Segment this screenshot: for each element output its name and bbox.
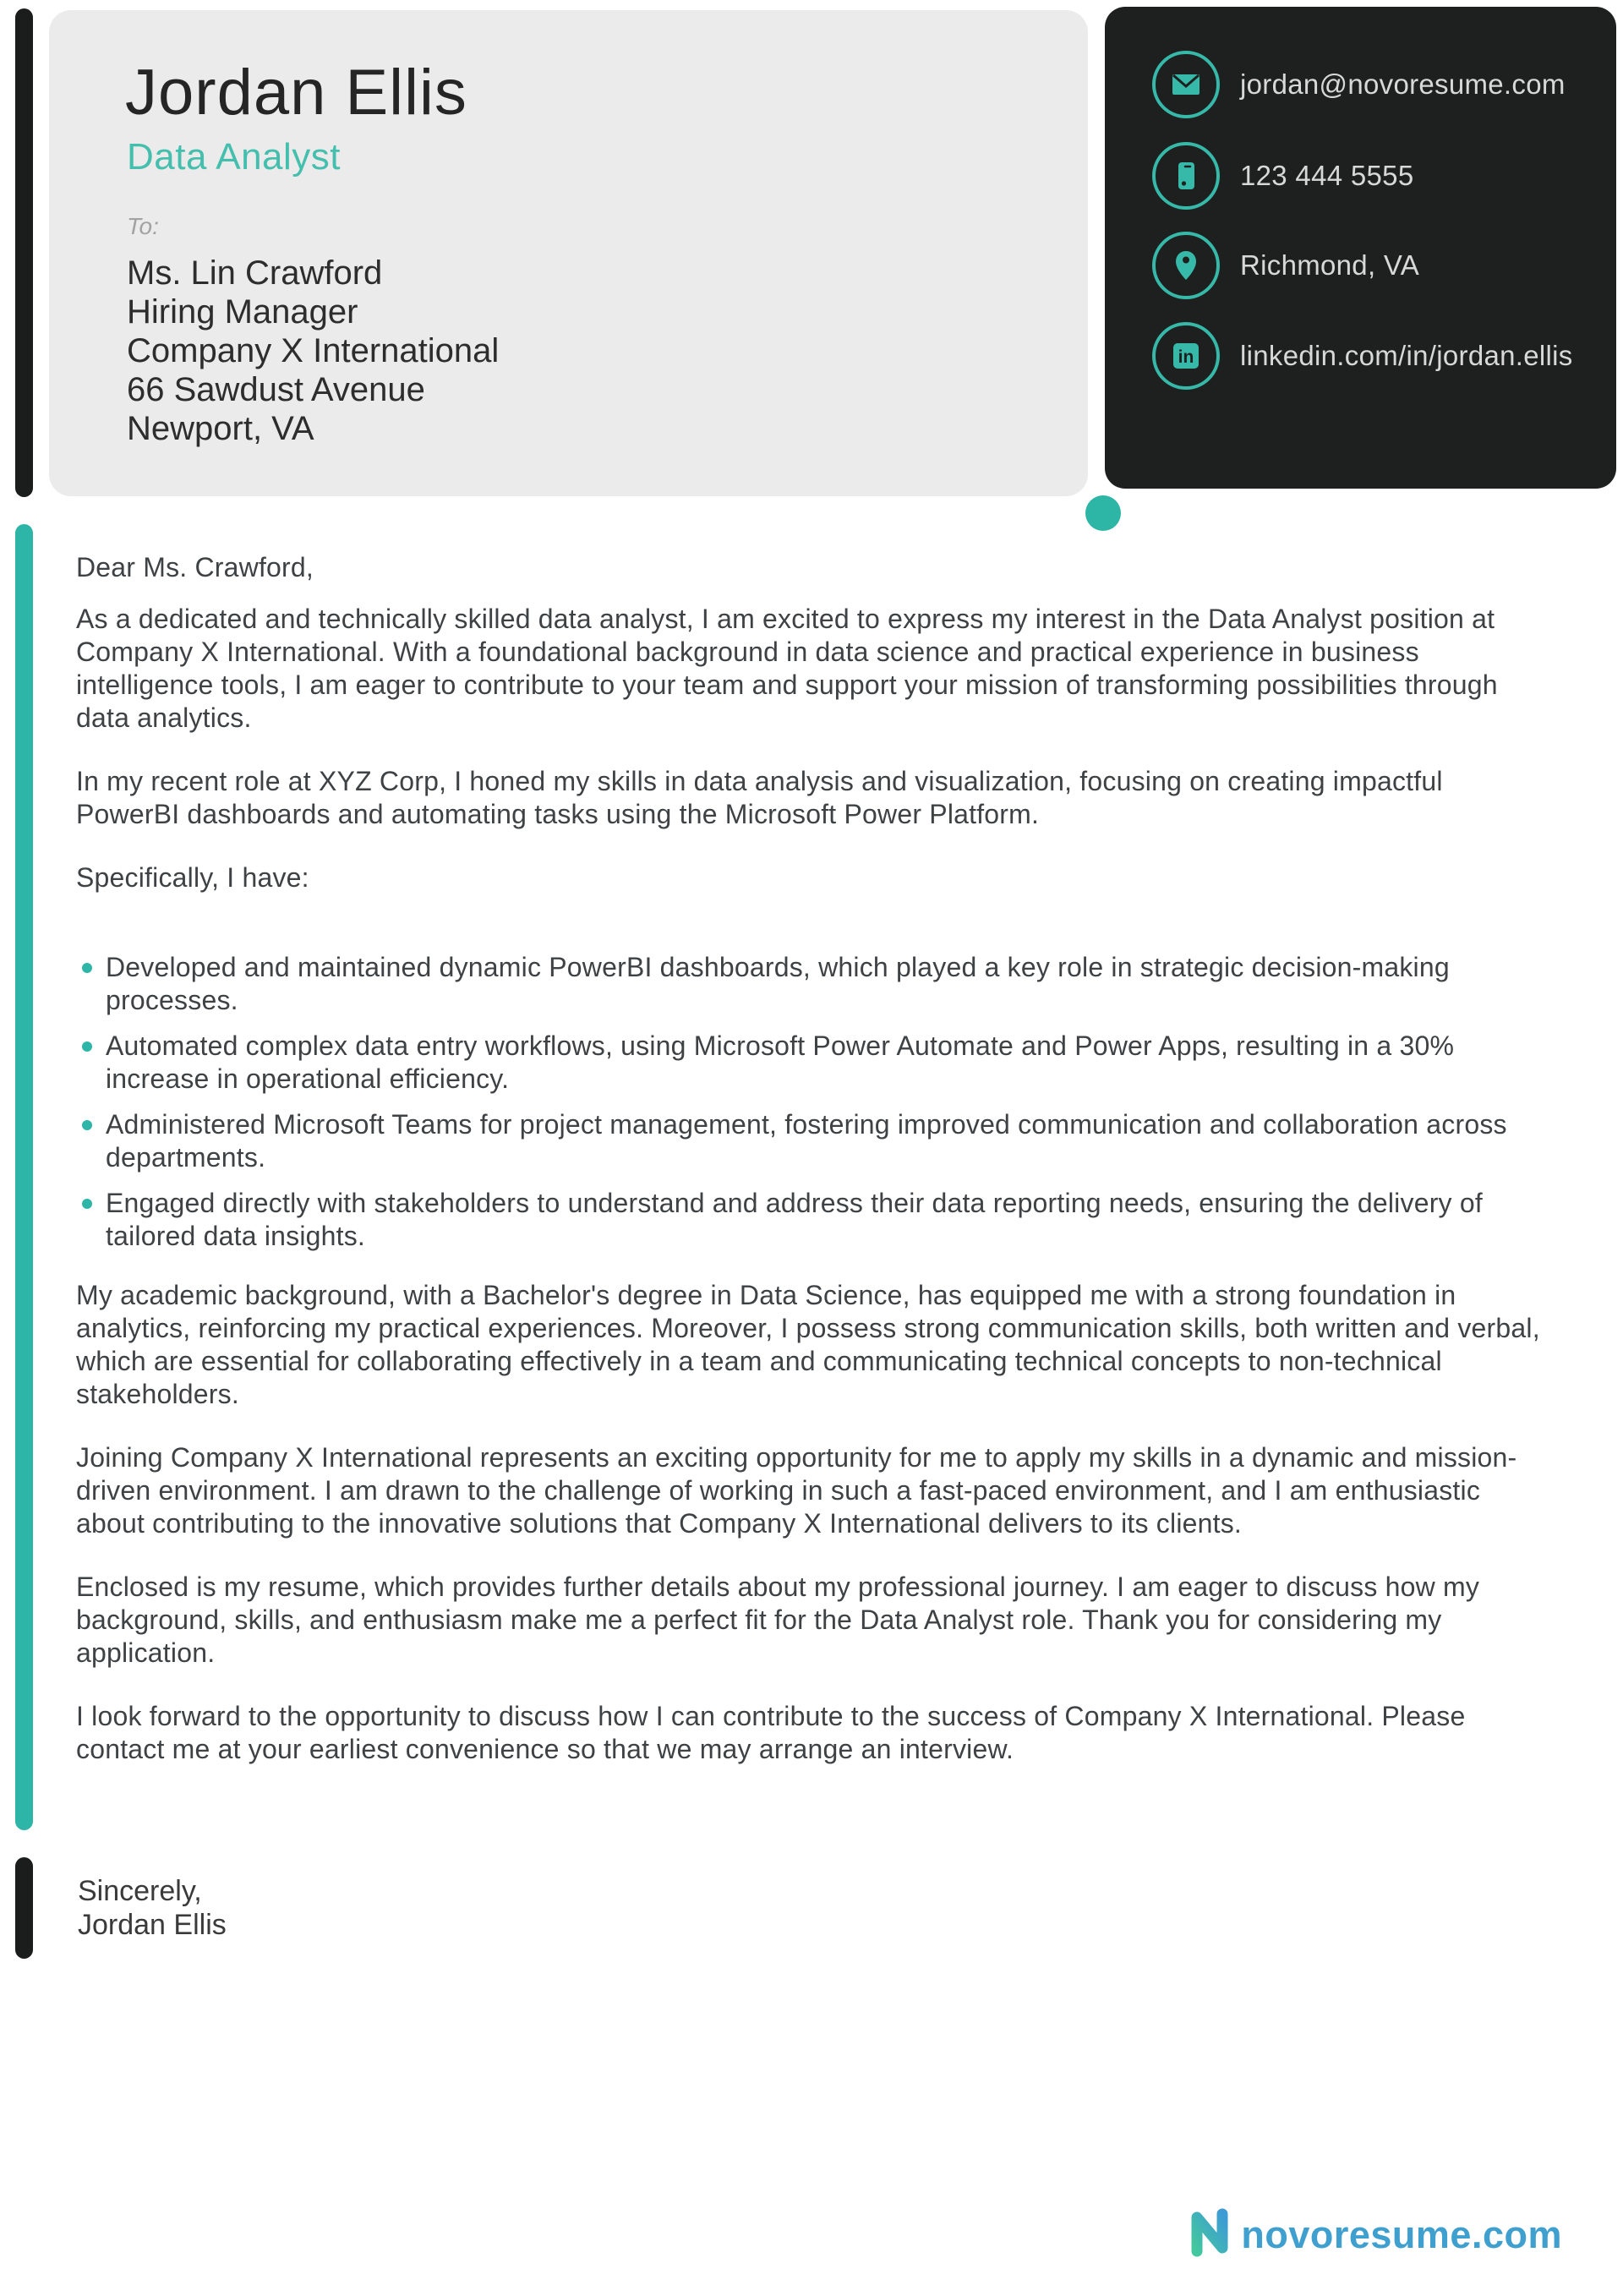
to-label: To: bbox=[127, 213, 159, 239]
recipient-line: Hiring Manager bbox=[127, 293, 358, 331]
achievement-list bbox=[76, 951, 1554, 1253]
email-icon bbox=[1152, 51, 1220, 118]
bullet-icon bbox=[82, 963, 92, 973]
applicant-job-title: Data Analyst bbox=[127, 136, 342, 178]
list-item bbox=[82, 1030, 1554, 1096]
paragraph: In my recent role at XYZ Corp, I honed my skills in data analysis and visualization, focusing on creating impactful PowerBI dashboards and automating tasks using the Microsoft Power Platform. bbox=[76, 766, 1443, 829]
contact-row-location bbox=[1152, 232, 1419, 299]
list-item-text: Automated complex data entry workflows, using Microsoft Power Automate and Power Apps, resulting in a 30% increase in operational efficiency. bbox=[106, 1030, 1455, 1094]
svg-text:in: in bbox=[1178, 347, 1194, 367]
recipient-line: Newport, VA bbox=[127, 410, 314, 447]
contact-email-value: jordan@novoresume.com bbox=[1240, 68, 1566, 100]
linkedin-icon bbox=[1152, 322, 1220, 390]
signature-name: Jordan Ellis bbox=[78, 1909, 227, 1941]
recipient-line: Ms. Lin Crawford bbox=[127, 254, 383, 292]
applicant-name: Jordan Ellis bbox=[125, 57, 467, 128]
recipient-address bbox=[127, 254, 499, 448]
contact-location-value: Richmond, VA bbox=[1240, 249, 1420, 281]
signature-accent-bar bbox=[15, 1857, 33, 1959]
paragraph: Enclosed is my resume, which provides further details about my professional journey. I am eager to discuss how my background, skills, and enthusiasm make me a perfect fit for the Data Analyst role. Thank you for considering my application. bbox=[76, 1572, 1480, 1668]
contact-linkedin-value: linkedin.com/in/jordan.ellis bbox=[1240, 340, 1573, 371]
list-item bbox=[82, 1108, 1554, 1174]
connector-dot bbox=[1085, 495, 1121, 531]
header-accent-bar bbox=[15, 8, 33, 497]
brand-name: novoresume.com bbox=[1241, 2212, 1562, 2256]
list-item-text: Administered Microsoft Teams for project management, fostering improved communication and collaboration across departments. bbox=[106, 1109, 1507, 1173]
bullet-icon bbox=[82, 1199, 92, 1209]
signature-block bbox=[78, 1874, 227, 1942]
signoff: Sincerely, bbox=[78, 1875, 202, 1907]
list-item-text: Developed and maintained dynamic PowerBI dashboards, which played a key role in strategic decision-making processes. bbox=[106, 952, 1450, 1015]
contact-panel bbox=[1105, 7, 1616, 489]
lead-in: Specifically, I have: bbox=[76, 862, 309, 893]
paragraph: My academic background, with a Bachelor's degree in Data Science, has equipped me with a strong foundation in analytics, reinforcing my practical experiences. Moreover, I possess strong communication skills, both written and verbal, which are essential for collaborating effectively in a team and communicating technical concepts to non-technical stakeholders. bbox=[76, 1280, 1540, 1409]
bullet-icon bbox=[82, 1120, 92, 1130]
contact-phone-value: 123 444 5555 bbox=[1240, 160, 1414, 191]
location-icon bbox=[1152, 232, 1220, 299]
body-accent-bar bbox=[15, 524, 33, 1830]
paragraph: Joining Company X International represents an exciting opportunity for me to apply my skills in a dynamic and mission-driven environment. I am drawn to the challenge of working in such a fast-paced environment, and I am enthusiastic about contributing to the innovative solutions that Company X International delivers to its clients. bbox=[76, 1442, 1517, 1539]
brand-link[interactable] bbox=[1189, 2207, 1562, 2262]
contact-row-email bbox=[1152, 51, 1566, 118]
recipient-line: Company X International bbox=[127, 332, 500, 369]
contact-row-phone bbox=[1152, 142, 1413, 210]
bullet-icon bbox=[82, 1041, 92, 1052]
list-item bbox=[82, 951, 1554, 1017]
list-item bbox=[82, 1187, 1554, 1253]
header-panel bbox=[49, 10, 1088, 496]
novoresume-logo-icon bbox=[1189, 2207, 1231, 2262]
phone-icon bbox=[1152, 142, 1220, 210]
greeting: Dear Ms. Crawford, bbox=[76, 552, 314, 582]
contact-row-linkedin bbox=[1152, 322, 1573, 390]
paragraph: I look forward to the opportunity to discuss how I can contribute to the success of Company X International. Please contact me at your earliest convenience so that we may arrange an interview. bbox=[76, 1701, 1466, 1764]
letter-body bbox=[76, 551, 1554, 1796]
list-item-text: Engaged directly with stakeholders to understand and address their data reporting needs, ensuring the delivery of tailored data insights. bbox=[106, 1188, 1483, 1251]
recipient-line: 66 Sawdust Avenue bbox=[127, 371, 425, 408]
paragraph: As a dedicated and technically skilled data analyst, I am excited to express my interest in the Data Analyst position at Company X International. With a foundational background in data science and practical experience in business intelligence tools, I am eager to contribute to your team and support your mission of transforming possibilities through data analytics. bbox=[76, 604, 1498, 733]
